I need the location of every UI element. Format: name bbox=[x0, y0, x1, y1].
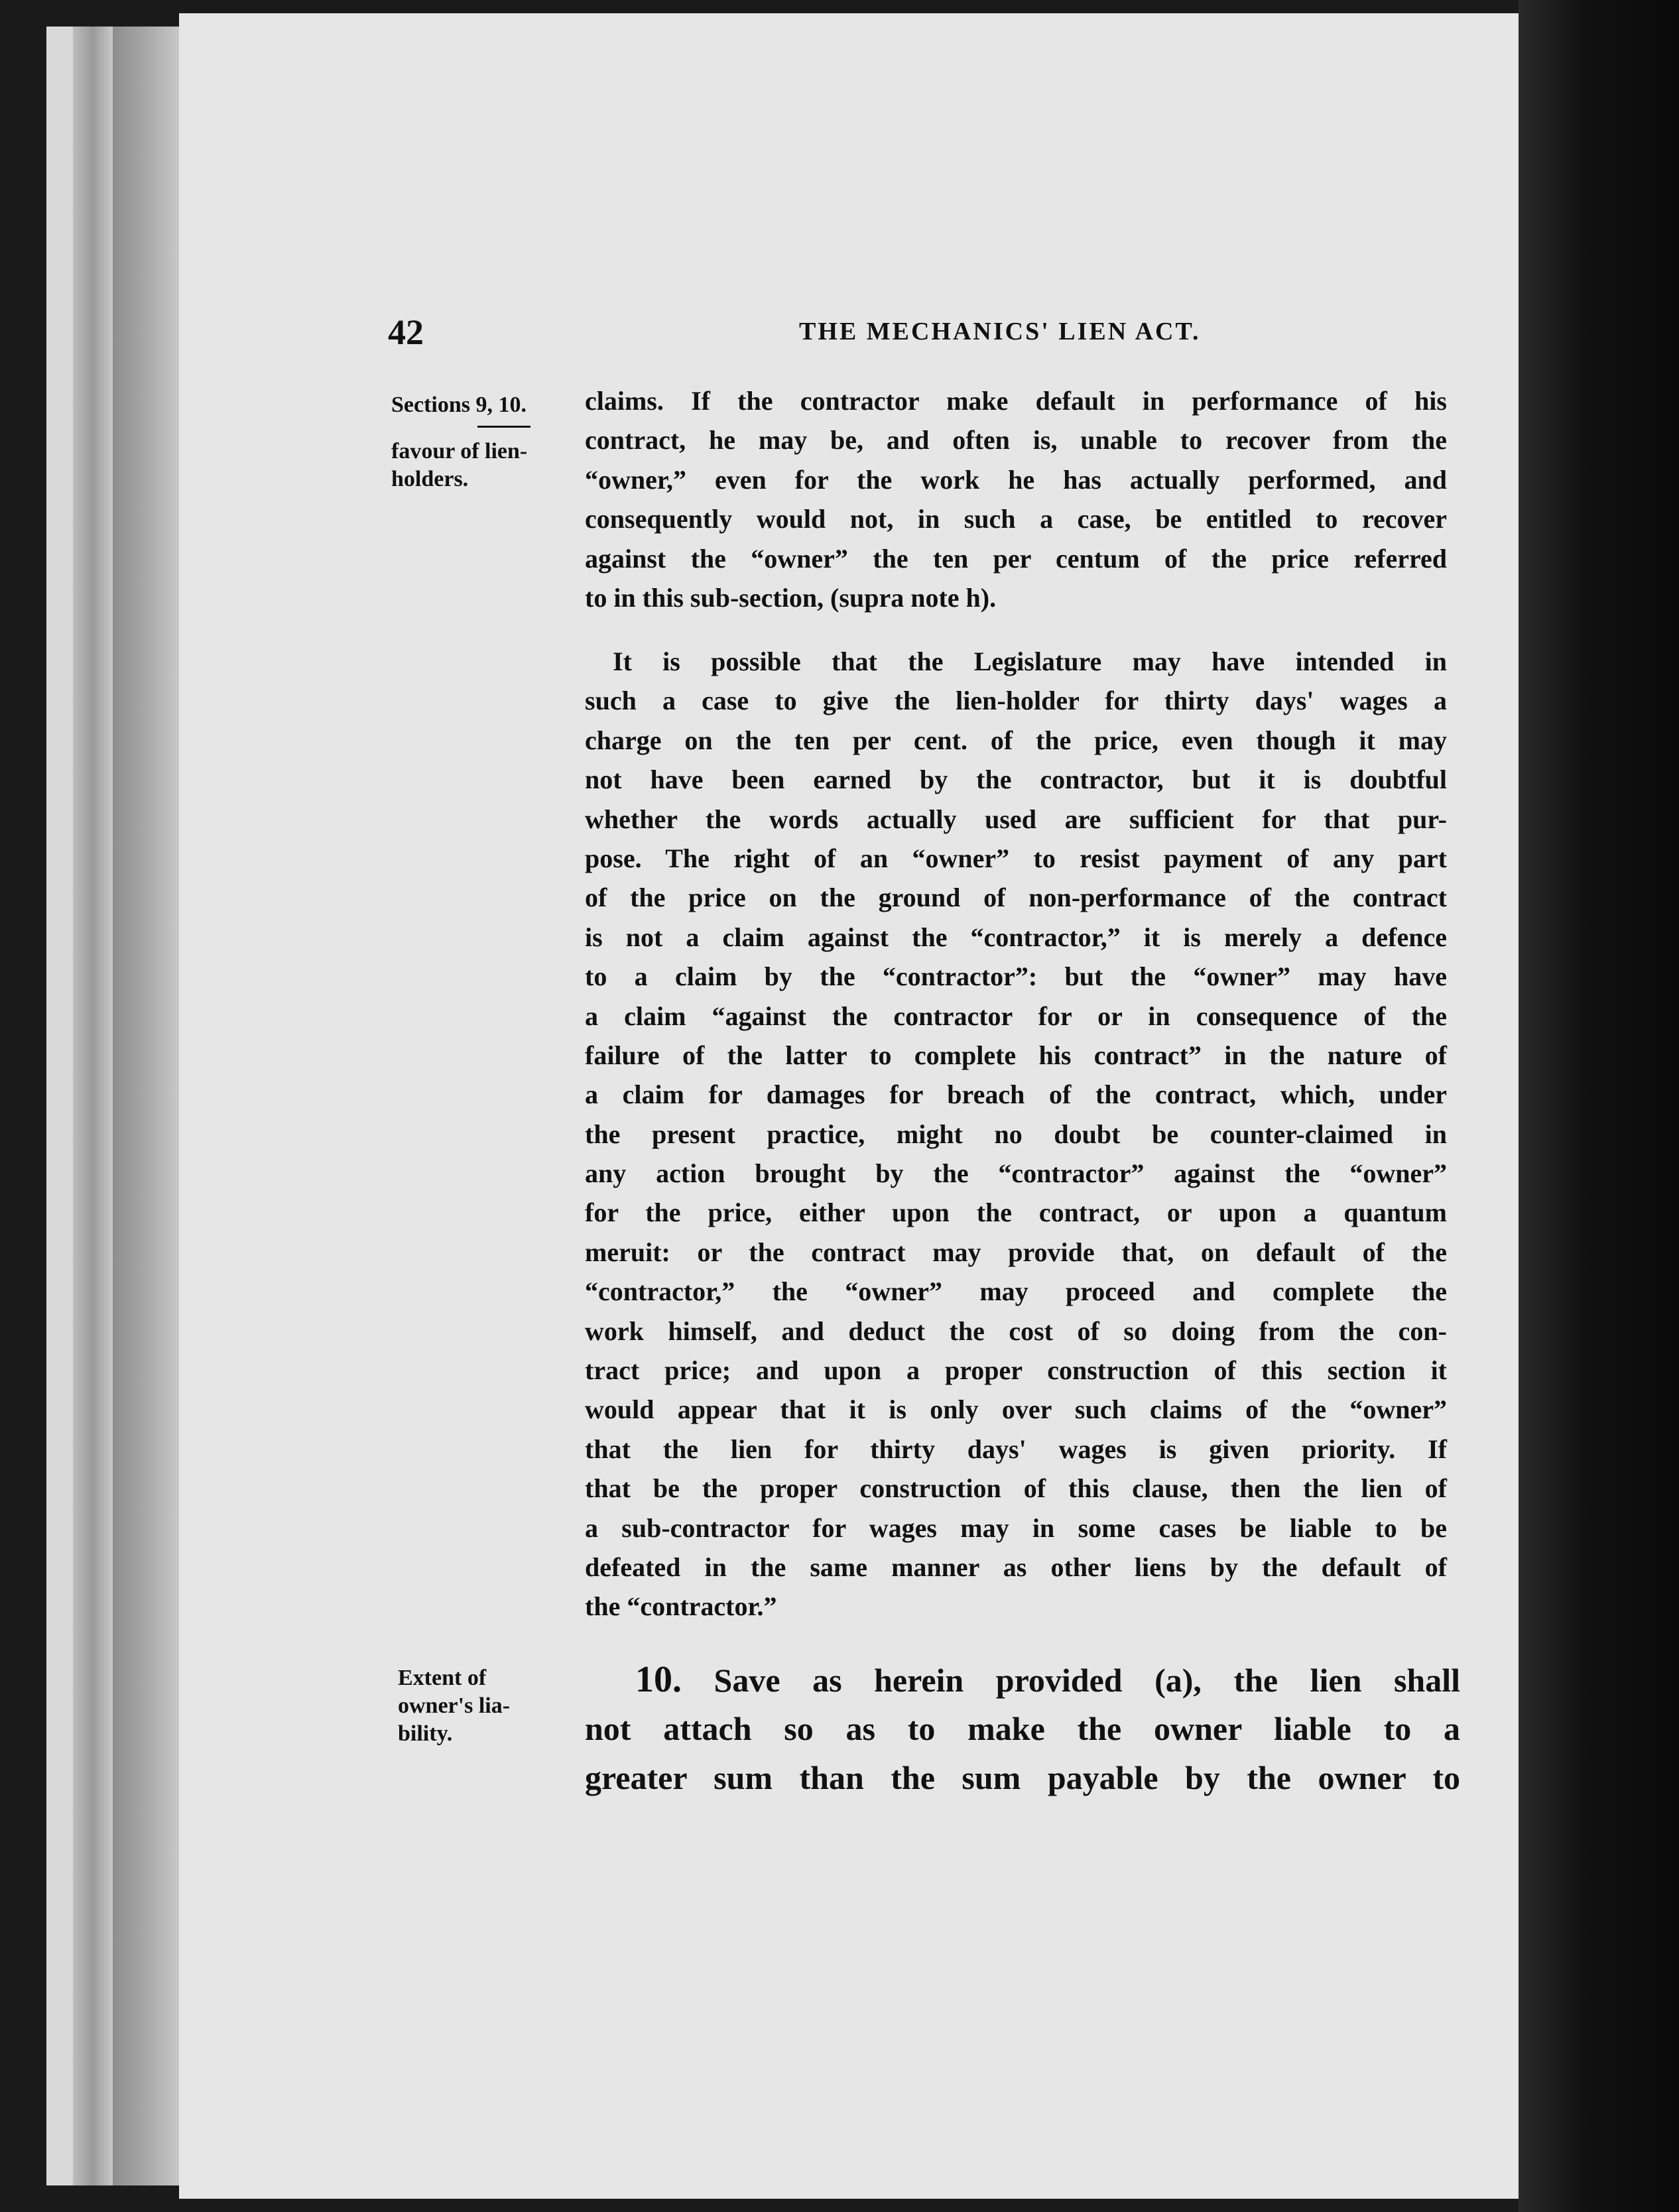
text-line: not have been earned by the contractor, but it is doubtful bbox=[585, 765, 1447, 795]
paragraph-2 bbox=[585, 642, 1447, 1627]
text-line: that the lien for thirty days' wages is given priority. If bbox=[585, 1434, 1447, 1464]
margin-note-line: Extent of bbox=[398, 1666, 487, 1690]
text-line: not attach so as to make the owner liable to a bbox=[585, 1710, 1460, 1747]
text-line: such a case to give the lien-holder for thirty days' wages a bbox=[585, 686, 1447, 716]
text-line: tract price; and upon a proper construction of this section it bbox=[585, 1355, 1447, 1386]
text-line: claims. If the contractor make default in performance of his bbox=[585, 386, 1447, 416]
book-edge-strip bbox=[46, 27, 73, 2185]
text-line: “owner,” even for the work he has actually performed, and bbox=[585, 464, 1447, 495]
text-line: charge on the ten per cent. of the price, even though it may bbox=[585, 725, 1447, 755]
text-line: against the “owner” the ten per centum of the price referred bbox=[585, 543, 1447, 574]
text-line: is not a claim against the “contractor,” it is merely a defence bbox=[585, 922, 1447, 952]
text-line: would appear that it is only over such claims of the “owner” bbox=[585, 1394, 1447, 1425]
text-line: to a claim by the “contractor”: but the “owner” may have bbox=[585, 961, 1447, 992]
section-number: 10. bbox=[635, 1659, 682, 1700]
text-line: the present practice, might no doubt be counter-claimed in bbox=[585, 1119, 1447, 1149]
text-line: consequently would not, in such a case, be entitled to recover bbox=[585, 504, 1447, 534]
paragraph-1 bbox=[585, 381, 1447, 617]
text-line: contract, he may be, and often is, unable to recover from the bbox=[585, 425, 1447, 456]
text-line bbox=[585, 1655, 1460, 1704]
text-line: failure of the latter to complete his contract” in the nature of bbox=[585, 1040, 1447, 1070]
margin-note-line: bility. bbox=[398, 1721, 453, 1746]
text-line: greater sum than the sum payable by the owner to bbox=[585, 1759, 1460, 1796]
margin-note-line: owner's lia- bbox=[398, 1693, 511, 1718]
book-edge-strip bbox=[113, 27, 179, 2185]
text-line: a claim for damages for breach of the contract, which, under bbox=[585, 1079, 1447, 1110]
book-edge-strip bbox=[73, 27, 113, 2185]
page-number: 42 bbox=[388, 312, 424, 352]
text-line: pose. The right of an “owner” to resist payment of any part bbox=[585, 843, 1447, 873]
text-line: work himself, and deduct the cost of so doing from the con- bbox=[585, 1316, 1447, 1346]
text-line: to in this sub-section, (supra note h). bbox=[585, 582, 997, 613]
text-line: It is possible that the Legislature may have intended in bbox=[613, 646, 1447, 676]
text-line: that be the proper construction of this clause, then the lien of bbox=[585, 1473, 1447, 1504]
book-binding bbox=[1519, 0, 1679, 2212]
text-line: whether the words actually used are sufficient for that pur- bbox=[585, 804, 1447, 834]
text-line: a sub-contractor for wages may in some cases be liable to be bbox=[585, 1512, 1447, 1543]
margin-note-line: holders. bbox=[391, 467, 469, 491]
section-10 bbox=[585, 1655, 1460, 1802]
text-line: any action brought by the “contractor” against the “owner” bbox=[585, 1158, 1447, 1189]
text-line: for the price, either upon the contract, or upon a quantum bbox=[585, 1198, 1447, 1228]
text-line: “contractor,” the “owner” may proceed and complete the bbox=[585, 1276, 1447, 1307]
margin-rule bbox=[477, 426, 530, 428]
margin-note-favour bbox=[391, 438, 527, 493]
text-line: a claim “against the contractor for or in consequence of the bbox=[585, 1001, 1447, 1031]
running-head: THE MECHANICS' LIEN ACT. bbox=[799, 318, 1201, 345]
text-line: defeated in the same manner as other liens by the default of bbox=[585, 1552, 1447, 1582]
text-line: meruit: or the contract may provide that, on default of the bbox=[585, 1237, 1447, 1267]
margin-note-sections: Sections 9, 10. bbox=[391, 393, 527, 417]
text-line: the “contractor.” bbox=[585, 1591, 777, 1622]
text-line: of the price on the ground of non-performance of the contract bbox=[585, 883, 1447, 913]
margin-note-line: favour of lien- bbox=[391, 439, 528, 463]
section-text: Save as herein provided (a), the lien shall bbox=[682, 1662, 1460, 1699]
margin-note-extent bbox=[398, 1664, 510, 1748]
